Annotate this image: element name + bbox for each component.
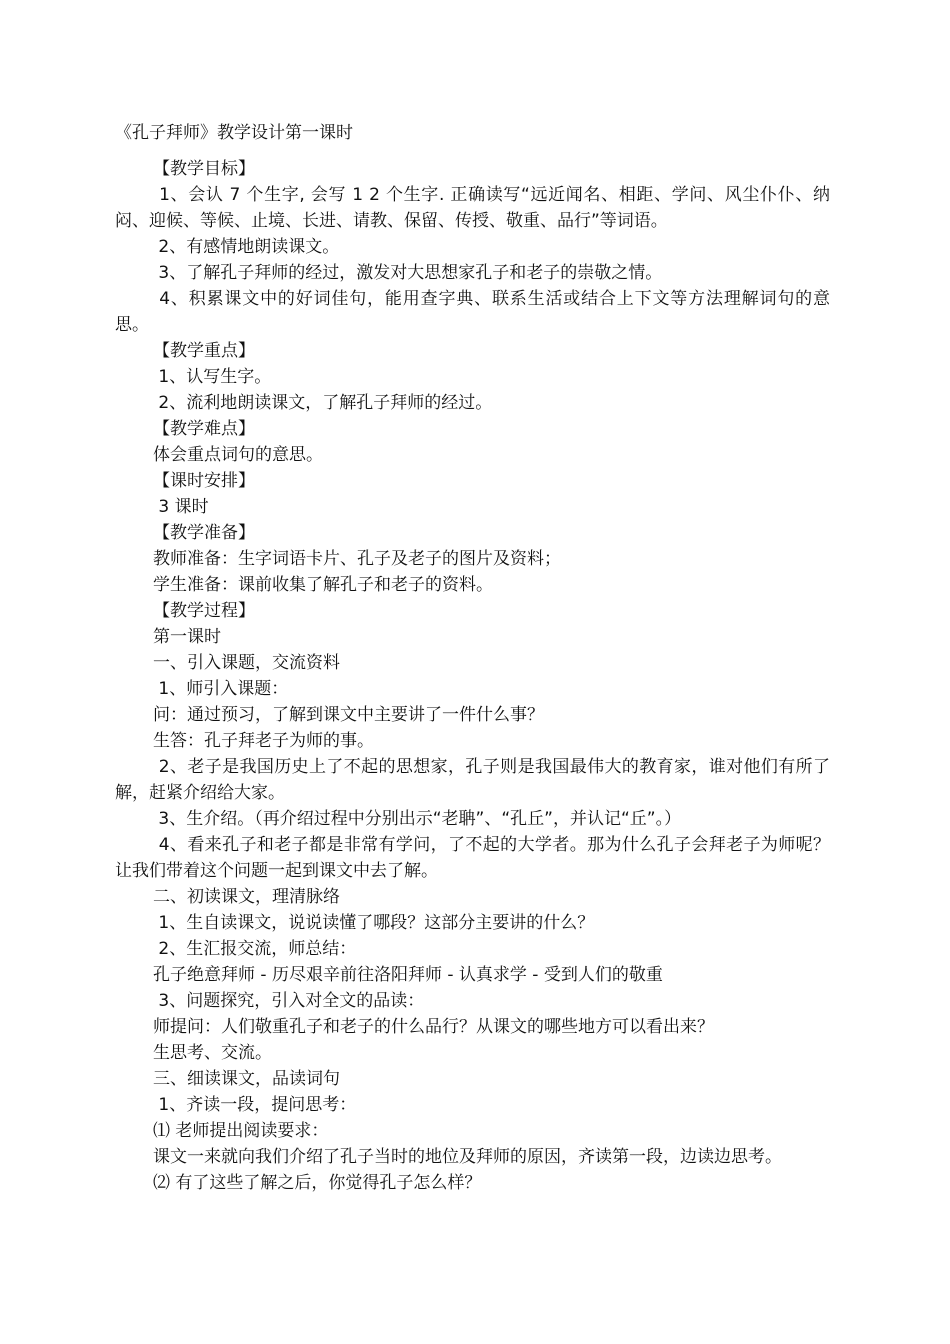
paragraph: 【课时安排】: [153, 471, 255, 491]
paragraph: 2、有感情地朗读课文。: [153, 237, 340, 257]
paragraph: 生答：孔子拜老子为师的事。: [153, 731, 374, 751]
paragraph: 师提问：人们敬重孔子和老子的什么品行？从课文的哪些地方可以看出来？: [153, 1017, 714, 1037]
paragraph: 三、细读课文，品读词句: [153, 1069, 340, 1089]
paragraph: 3、了解孔子拜师的经过，激发对大思想家孔子和老子的崇敬之情。: [153, 263, 663, 283]
paragraph: 【教学重点】: [153, 341, 255, 361]
document-body: [115, 120, 830, 1196]
paragraph: ⑵ 有了这些了解之后，你觉得孔子怎么样？: [153, 1173, 482, 1193]
paragraph: 2、流利地朗读课文，了解孔子拜师的经过。: [153, 393, 493, 413]
paragraph: 1、认写生字。: [153, 367, 272, 387]
paragraph: 课文一来就向我们介绍了孔子当时的地位及拜师的原因，齐读第一段，边读边思考。: [153, 1147, 782, 1167]
paragraph: 3 课时: [153, 497, 209, 517]
paragraph: 1、师引入课题：: [153, 679, 289, 699]
paragraph: 学生准备：课前收集了解孔子和老子的资料。: [153, 575, 493, 595]
paragraph: 【教学目标】: [153, 159, 255, 179]
paragraph: 1、生自读课文，说说读懂了哪段？这部分主要讲的什么？: [153, 913, 595, 933]
paragraph: 3、生介绍。（再介绍过程中分别出示“老聃”、“孔丘”，并认记“丘”。）: [153, 809, 682, 829]
paragraph: 【教学过程】: [153, 601, 255, 621]
paragraph: 2、生汇报交流，师总结：: [153, 939, 357, 959]
paragraph: 4、积累课文中的好词佳句，能用查字典、联系生活或结合上下文等方法理解词句的意思。: [115, 289, 830, 335]
paragraph: 4、看来孔子和老子都是非常有学问，了不起的大学者。那为什么孔子会拜老子为师呢？让我们带着这个问题一起到课文中去了解。: [115, 835, 830, 881]
document-title: 《孔子拜师》教学设计第一课时: [115, 123, 353, 143]
paragraph: 体会重点词句的意思。: [153, 445, 323, 465]
paragraph: 孔子绝意拜师 - 历尽艰辛前往洛阳拜师 - 认真求学 - 受到人们的敬重: [153, 965, 663, 985]
paragraph: 教师准备：生字词语卡片、孔子及老子的图片及资料；: [153, 549, 561, 569]
paragraph: 【教学准备】: [153, 523, 255, 543]
paragraph: 一、引入课题，交流资料: [153, 653, 340, 673]
paragraph: 生思考、交流。: [153, 1043, 272, 1063]
paragraph: 问：通过预习，了解到课文中主要讲了一件什么事？: [153, 705, 544, 725]
paragraph: 第一课时: [153, 627, 221, 647]
paragraph: 1、会认 7 个生字, 会写 1 2 个生字. 正确读写“远近闻名、相距、学问、风尘仆仆、纳闷、迎候、等候、止境、长进、请教、保留、传授、敬重、品行”等词语。: [115, 185, 830, 231]
paragraph: 1、齐读一段，提问思考：: [153, 1095, 357, 1115]
paragraph: ⑴ 老师提出阅读要求：: [153, 1121, 329, 1141]
paragraph: 2、老子是我国历史上了不起的思想家，孔子则是我国最伟大的教育家，谁对他们有所了解，赶紧介绍给大家。: [115, 757, 830, 803]
paragraph: 【教学难点】: [153, 419, 255, 439]
paragraph: 3、问题探究，引入对全文的品读：: [153, 991, 425, 1011]
paragraph: 二、初读课文，理清脉络: [153, 887, 340, 907]
paragraph-list: [115, 156, 830, 1196]
